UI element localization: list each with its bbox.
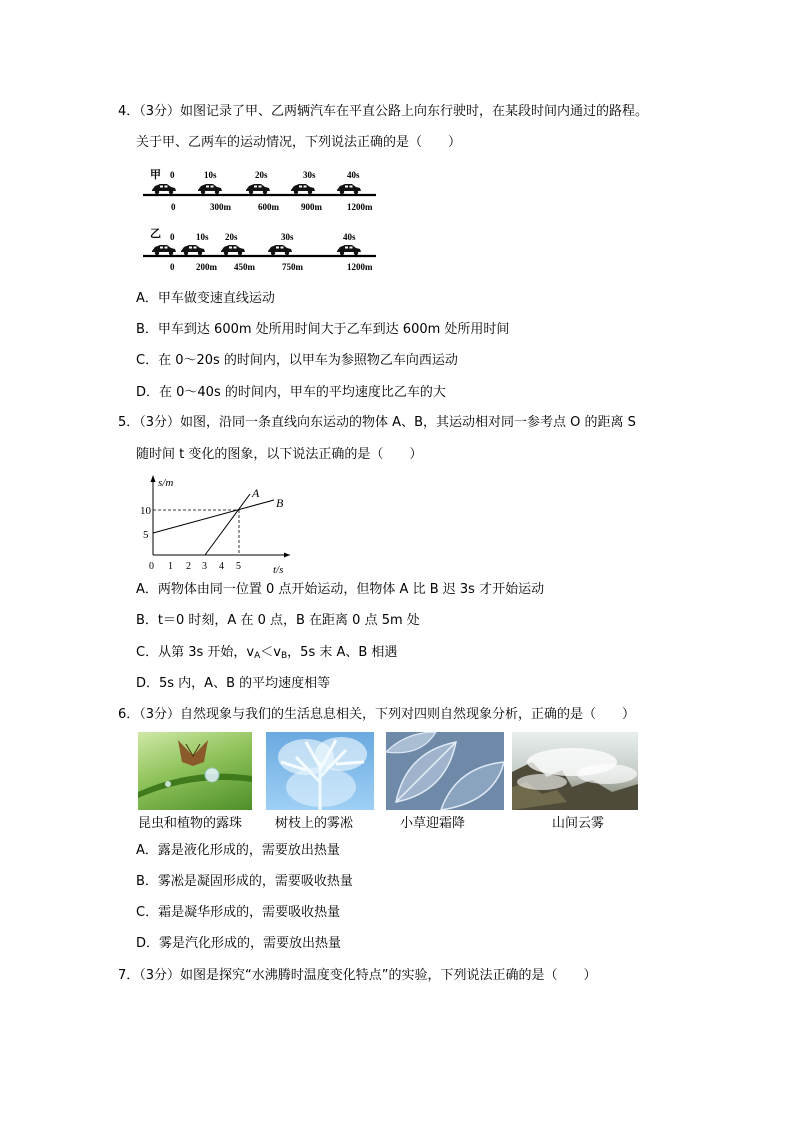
car-b-icon-1 bbox=[181, 245, 205, 255]
car-a-time-10: 10s bbox=[204, 170, 217, 180]
q7-stem: 7．（3分）如图是探究“水沸腾时温度变化特点”的实验，下列说法正确的是（ ） bbox=[118, 968, 597, 983]
q4-car-diagram bbox=[138, 164, 383, 276]
car-a-icon-3 bbox=[291, 184, 315, 194]
photo-dew-butterfly-art bbox=[138, 732, 252, 810]
q5-option-c bbox=[136, 644, 397, 665]
photo-mountain-clouds bbox=[512, 732, 638, 810]
x-axis-label: t/s bbox=[273, 564, 284, 576]
q6-option-a: A．露是液化形成的，需要放出热量 bbox=[136, 843, 340, 858]
x-tick-0: 0 bbox=[149, 561, 154, 572]
car-a-icon-4 bbox=[337, 184, 361, 194]
car-a-dist-900: 900m bbox=[301, 202, 322, 212]
line-b bbox=[153, 500, 274, 533]
y-axis-arrow bbox=[151, 475, 156, 482]
car-b-dist-200: 200m bbox=[196, 262, 217, 272]
q6-option-b: B．雾凇是凝固形成的，需要吸收热量 bbox=[136, 874, 353, 889]
car-a-dist-0: 0 bbox=[171, 202, 176, 212]
photo-frost-leaves-art bbox=[386, 732, 504, 810]
car-b-time-40: 40s bbox=[343, 232, 356, 242]
car-b-icon-3 bbox=[268, 245, 292, 255]
caption-rime: 树枝上的雾凇 bbox=[275, 816, 354, 831]
caption-dew: 昆虫和植物的露珠 bbox=[138, 816, 243, 831]
car-a-time-40: 40s bbox=[347, 170, 360, 180]
car-a-time-labels bbox=[170, 170, 360, 180]
q5-option-c-va: $v_A$ bbox=[246, 645, 261, 661]
q4-option-a: A．甲车做变速直线运动 bbox=[136, 291, 275, 306]
car-b-dist-450: 450m bbox=[234, 262, 255, 272]
q4-option-b: B．甲车到达 600m 处所用时间大于乙车到达 600m 处所用时间 bbox=[136, 322, 510, 337]
q5-stem-line2: 随时间 t 变化的图象，以下说法正确的是（ ） bbox=[136, 447, 423, 462]
caption-frost: 小草迎霜降 bbox=[400, 816, 466, 831]
car-b-time-30: 30s bbox=[281, 232, 294, 242]
q4-option-c: C．在 0～20s 的时间内，以甲车为参照物乙车向西运动 bbox=[136, 353, 458, 368]
photo-dew-butterfly bbox=[138, 732, 252, 810]
line-a bbox=[205, 494, 250, 555]
x-tick-1: 1 bbox=[168, 561, 173, 572]
photo-rime-tree-art bbox=[266, 732, 374, 810]
car-a-dist-600: 600m bbox=[258, 202, 279, 212]
car-a-time-0: 0 bbox=[170, 170, 175, 180]
car-b-time-20: 20s bbox=[225, 232, 238, 242]
car-b-dist-1200: 1200m bbox=[347, 262, 373, 272]
car-b-dist-750: 750m bbox=[282, 262, 303, 272]
caption-clouds: 山间云雾 bbox=[552, 816, 605, 831]
car-a-time-20: 20s bbox=[255, 170, 268, 180]
car-b-label: 乙 bbox=[150, 228, 161, 240]
q5-option-b: B．t＝0 时刻，A 在 0 点，B 在距离 0 点 5m 处 bbox=[136, 613, 420, 628]
x-tick-4: 4 bbox=[219, 561, 224, 572]
q5-option-c-tail: ，5s 末 A、B 相遇 bbox=[287, 645, 398, 660]
car-b-icon-4 bbox=[337, 245, 361, 255]
car-a-distance-labels bbox=[171, 202, 373, 212]
car-a-label: 甲 bbox=[150, 169, 161, 181]
photo-mountain-clouds-art bbox=[512, 732, 638, 810]
x-tick-labels bbox=[149, 561, 241, 572]
y-tick-5: 5 bbox=[143, 529, 149, 541]
q5-option-c-text: C．从第 3s 开始， bbox=[136, 645, 247, 660]
q5-st-graph bbox=[138, 473, 298, 577]
q6-option-d: D．雾是汽化形成的，需要放出热量 bbox=[136, 936, 342, 951]
q6-stem: 6．（3分）自然现象与我们的生活息息相关，下列对四则自然现象分析，正确的是（ ） bbox=[118, 707, 636, 722]
q5-option-c-vb: $v_B$ bbox=[273, 645, 288, 661]
q5-option-a: A．两物体由同一位置 0 点开始运动，但物体 A 比 B 迟 3s 才开始运动 bbox=[136, 582, 545, 597]
q4-stem-line2: 关于甲、乙两车的运动情况，下列说法正确的是（ ） bbox=[136, 135, 462, 150]
car-b-distance-labels bbox=[170, 262, 373, 272]
photo-rime-tree bbox=[266, 732, 374, 810]
car-b-dist-0: 0 bbox=[170, 262, 175, 272]
car-a-icon-2 bbox=[246, 184, 270, 194]
car-b-time-labels bbox=[170, 232, 356, 242]
car-b-time-10: 10s bbox=[196, 232, 209, 242]
x-tick-5: 5 bbox=[236, 561, 241, 572]
car-a-icon-1 bbox=[198, 184, 222, 194]
q5-stem-line1: 5．（3分）如图，沿同一条直线向东运动的物体 A、B，其运动相对同一参考点 O 的距离 S bbox=[118, 415, 636, 430]
q4-stem-line1: 4．（3分）如图记录了甲、乙两辆汽车在平直公路上向东行驶时，在某段时间内通过的路程。 bbox=[118, 104, 649, 119]
line-b-label: B bbox=[276, 496, 284, 510]
q4-option-d: D．在 0～40s 的时间内，甲车的平均速度比乙车的大 bbox=[136, 385, 446, 400]
x-axis-arrow bbox=[284, 553, 290, 558]
y-axis-label: s/m bbox=[158, 477, 174, 489]
x-tick-3: 3 bbox=[202, 561, 207, 572]
car-b-icon-2 bbox=[221, 245, 245, 255]
q5-option-c-lt: ＜ bbox=[260, 645, 274, 660]
x-tick-2: 2 bbox=[186, 561, 191, 572]
car-a-time-30: 30s bbox=[303, 170, 316, 180]
car-a-dist-1200: 1200m bbox=[347, 202, 373, 212]
car-b-icon-0 bbox=[152, 245, 176, 255]
car-a-icon-0 bbox=[152, 184, 176, 194]
y-tick-10: 10 bbox=[140, 505, 151, 517]
q5-option-d: D．5s 内，A、B 的平均速度相等 bbox=[136, 676, 331, 691]
q6-option-c: C．霜是凝华形成的，需要吸收热量 bbox=[136, 905, 341, 920]
photo-frost-leaves bbox=[386, 732, 504, 810]
car-b-time-0: 0 bbox=[170, 232, 175, 242]
line-a-label: A bbox=[252, 486, 260, 500]
car-a-dist-300: 300m bbox=[210, 202, 231, 212]
